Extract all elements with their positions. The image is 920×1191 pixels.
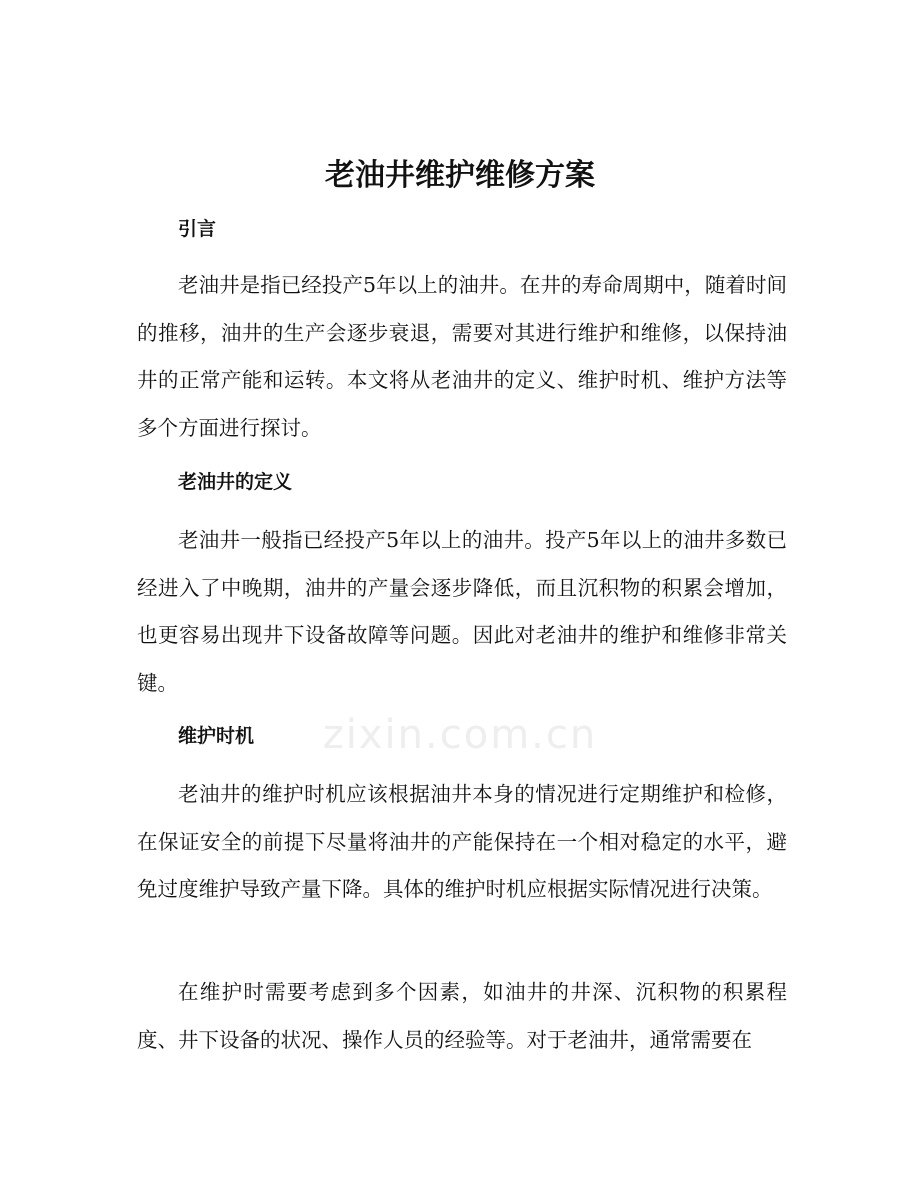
paragraph-maintenance-timing-1: 老油井的维护时机应该根据油井本身的情况进行定期维护和检修，在保证安全的前提下尽量将油井的产能保持在一个相对稳定的水平，避免过度维护导致产量下降。具体的维护时机应根据实际情况进行决策。: [137, 782, 787, 901]
paragraph-maintenance-timing-2: 在维护时需要考虑到多个因素，如油井的井深、沉积物的积累程度、井下设备的状况、操作人员的经验等。对于老油井，通常需要在: [137, 980, 787, 1052]
section-heading-definition: 老油井的定义: [178, 471, 293, 493]
section-heading-introduction: 引言: [178, 218, 217, 240]
section-heading-maintenance-timing: 维护时机: [178, 725, 255, 747]
document-title: 老油井维护维修方案: [325, 158, 595, 193]
paragraph-introduction: 老油井是指已经投产5年以上的油井。在井的寿命周期中，随着时间的推移，油井的生产会逐步衰退，需要对其进行维护和维修，以保持油井的正常产能和运转。本文将从老油井的定义、维护时机、维护方法等多个方面进行探讨。: [137, 273, 787, 440]
paragraph-definition: 老油井一般指已经投产5年以上的油井。投产5年以上的油井多数已经进入了中晚期，油井的产量会逐步降低，而且沉积物的积累会增加，也更容易出现井下设备故障等问题。因此对老油井的维护和维修非常关键。: [137, 528, 787, 695]
watermark: zixin.com.cn: [322, 712, 598, 758]
